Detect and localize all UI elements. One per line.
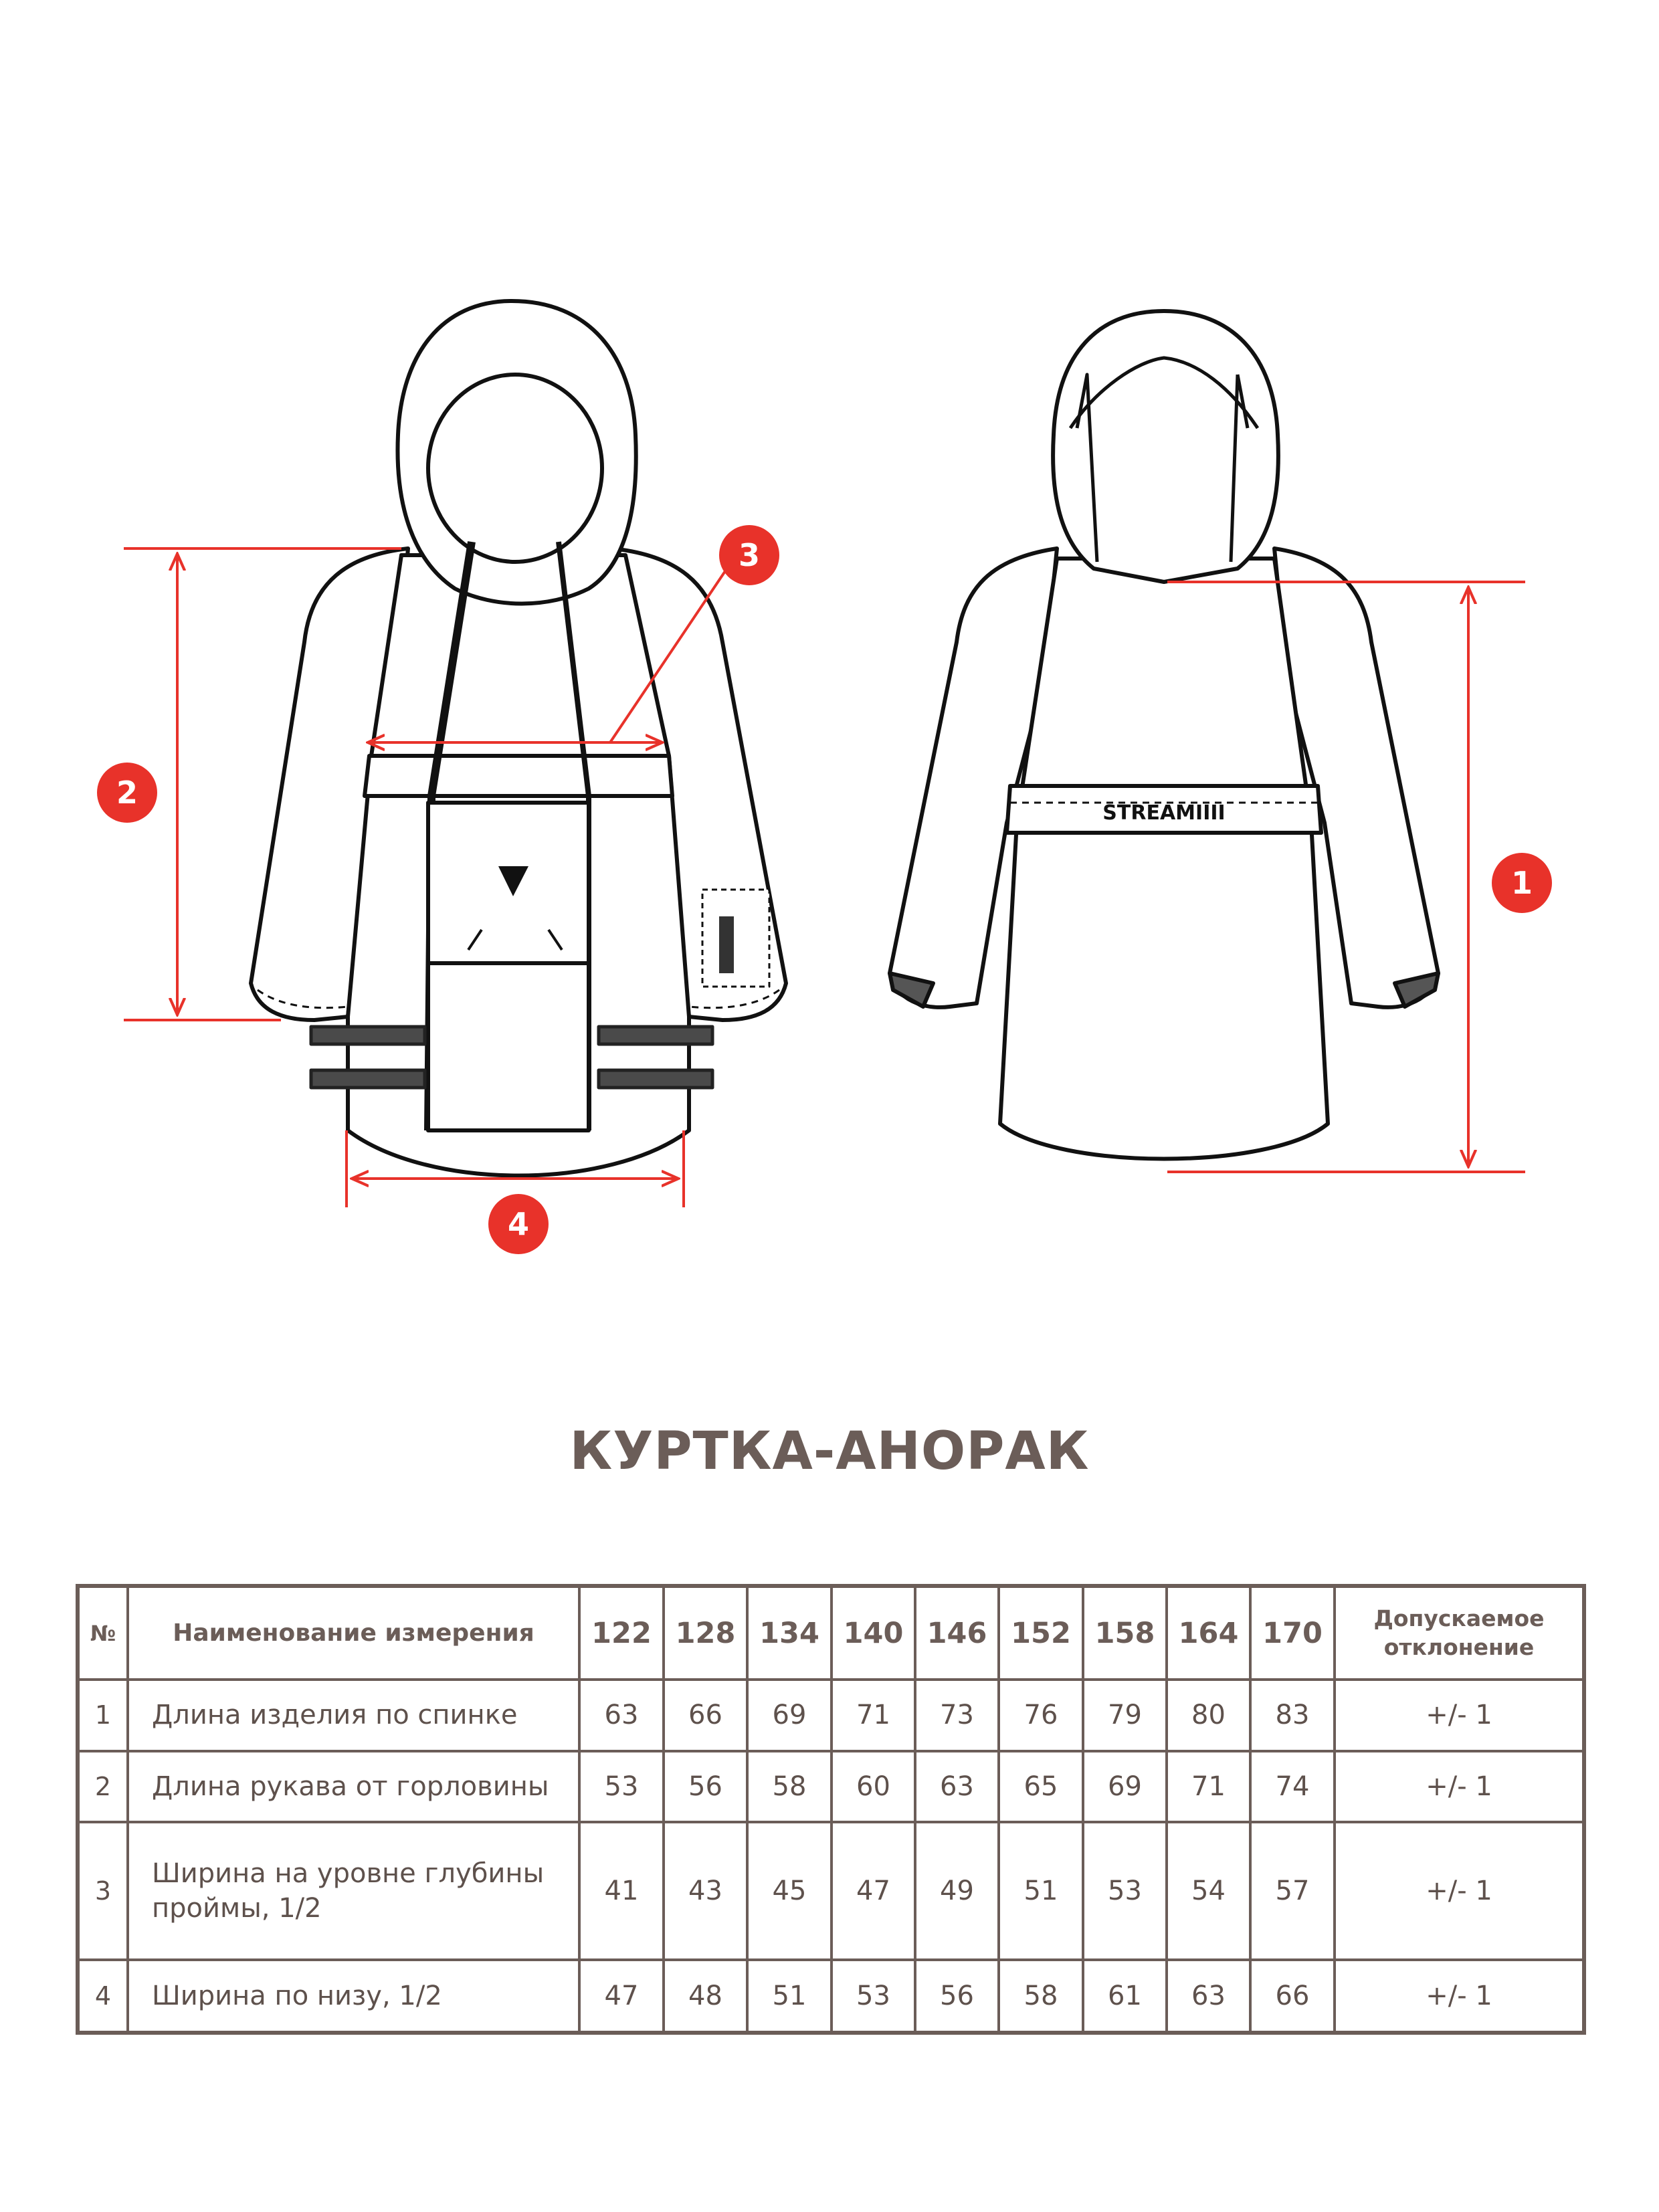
row-value: 71: [1167, 1751, 1250, 1823]
row-value: 65: [999, 1751, 1083, 1823]
row-value: 58: [999, 1960, 1083, 2033]
marker-4: [488, 1194, 549, 1254]
row-number: 1: [78, 1680, 128, 1751]
marker-2: [97, 763, 157, 823]
header-size: 152: [999, 1586, 1083, 1680]
row-value: 60: [832, 1751, 915, 1823]
header-tolerance-line: Допускаемое: [1373, 1605, 1545, 1631]
row-value: 51: [999, 1822, 1083, 1960]
row-value: 79: [1083, 1680, 1167, 1751]
table-row: [78, 1822, 1584, 1960]
header-tolerance-line: отклонение: [1383, 1633, 1535, 1660]
row-value: 61: [1083, 1960, 1167, 2033]
row-value: 80: [1167, 1680, 1250, 1751]
row-value: 47: [832, 1822, 915, 1960]
row-value: 66: [1250, 1960, 1335, 2033]
header-number: №: [78, 1586, 128, 1680]
svg-text:3: 3: [738, 537, 761, 573]
header-size: 158: [1083, 1586, 1167, 1680]
row-number: 3: [78, 1822, 128, 1960]
page-title: КУРТКА-АНОРАК: [569, 1421, 1090, 1482]
row-value: 66: [664, 1680, 747, 1751]
marker-3: [719, 525, 779, 585]
row-tolerance: +/- 1: [1335, 1822, 1584, 1960]
row-value: 63: [1167, 1960, 1250, 2033]
row-measurement-name: Ширина по низу, 1/2: [128, 1960, 579, 2033]
row-value: 41: [579, 1822, 664, 1960]
row-number: 2: [78, 1751, 128, 1823]
size-chart-table: [76, 1584, 1586, 2035]
header-size: 128: [664, 1586, 747, 1680]
table-row: [78, 1960, 1584, 2033]
row-value: 47: [579, 1960, 664, 2033]
row-value: 53: [1083, 1822, 1167, 1960]
row-value: 48: [664, 1960, 747, 2033]
row-value: 71: [832, 1680, 915, 1751]
back-hood: [1053, 311, 1278, 582]
table-row: [78, 1751, 1584, 1823]
back-body: [1000, 559, 1328, 1159]
jacket-front-view: [251, 301, 786, 1176]
brand-label: STREAMIIII: [1102, 801, 1226, 825]
jacket-back-view: [890, 311, 1438, 1159]
row-value: 69: [1083, 1751, 1167, 1823]
row-number: 4: [78, 1960, 128, 2033]
row-value: 74: [1250, 1751, 1335, 1823]
svg-text:4: 4: [507, 1206, 530, 1242]
row-value: 73: [915, 1680, 999, 1751]
header-size: 170: [1250, 1586, 1335, 1680]
row-tolerance: +/- 1: [1335, 1751, 1584, 1823]
row-value: 49: [915, 1822, 999, 1960]
table-row: [78, 1680, 1584, 1751]
row-tolerance: +/- 1: [1335, 1680, 1584, 1751]
row-value: 76: [999, 1680, 1083, 1751]
row-measurement-name: Длина рукава от горловины: [128, 1751, 579, 1823]
row-value: 45: [747, 1822, 832, 1960]
header-measurement-name: Наименование измерения: [128, 1586, 579, 1680]
row-value: 83: [1250, 1680, 1335, 1751]
row-value: 57: [1250, 1822, 1335, 1960]
row-tolerance: +/- 1: [1335, 1960, 1584, 2033]
header-size: 140: [832, 1586, 915, 1680]
row-value: 43: [664, 1822, 747, 1960]
row-value: 56: [915, 1960, 999, 2033]
marker-1: [1492, 853, 1552, 913]
header-size: 134: [747, 1586, 832, 1680]
header-size: 164: [1167, 1586, 1250, 1680]
header-tolerance: [1335, 1586, 1584, 1680]
header-size: 146: [915, 1586, 999, 1680]
header-size: 122: [579, 1586, 664, 1680]
row-value: 51: [747, 1960, 832, 2033]
row-value: 58: [747, 1751, 832, 1823]
svg-text:1: 1: [1510, 865, 1533, 901]
row-measurement-name: Ширина на уровне глубины проймы, 1/2: [128, 1822, 579, 1960]
row-value: 53: [579, 1751, 664, 1823]
row-value: 63: [915, 1751, 999, 1823]
svg-text:2: 2: [116, 775, 138, 811]
row-value: 63: [579, 1680, 664, 1751]
row-value: 53: [832, 1960, 915, 2033]
row-value: 69: [747, 1680, 832, 1751]
row-measurement-name: Длина изделия по спинке: [128, 1680, 579, 1751]
row-value: 56: [664, 1751, 747, 1823]
row-value: 54: [1167, 1822, 1250, 1960]
table-header-row: [78, 1586, 1584, 1680]
